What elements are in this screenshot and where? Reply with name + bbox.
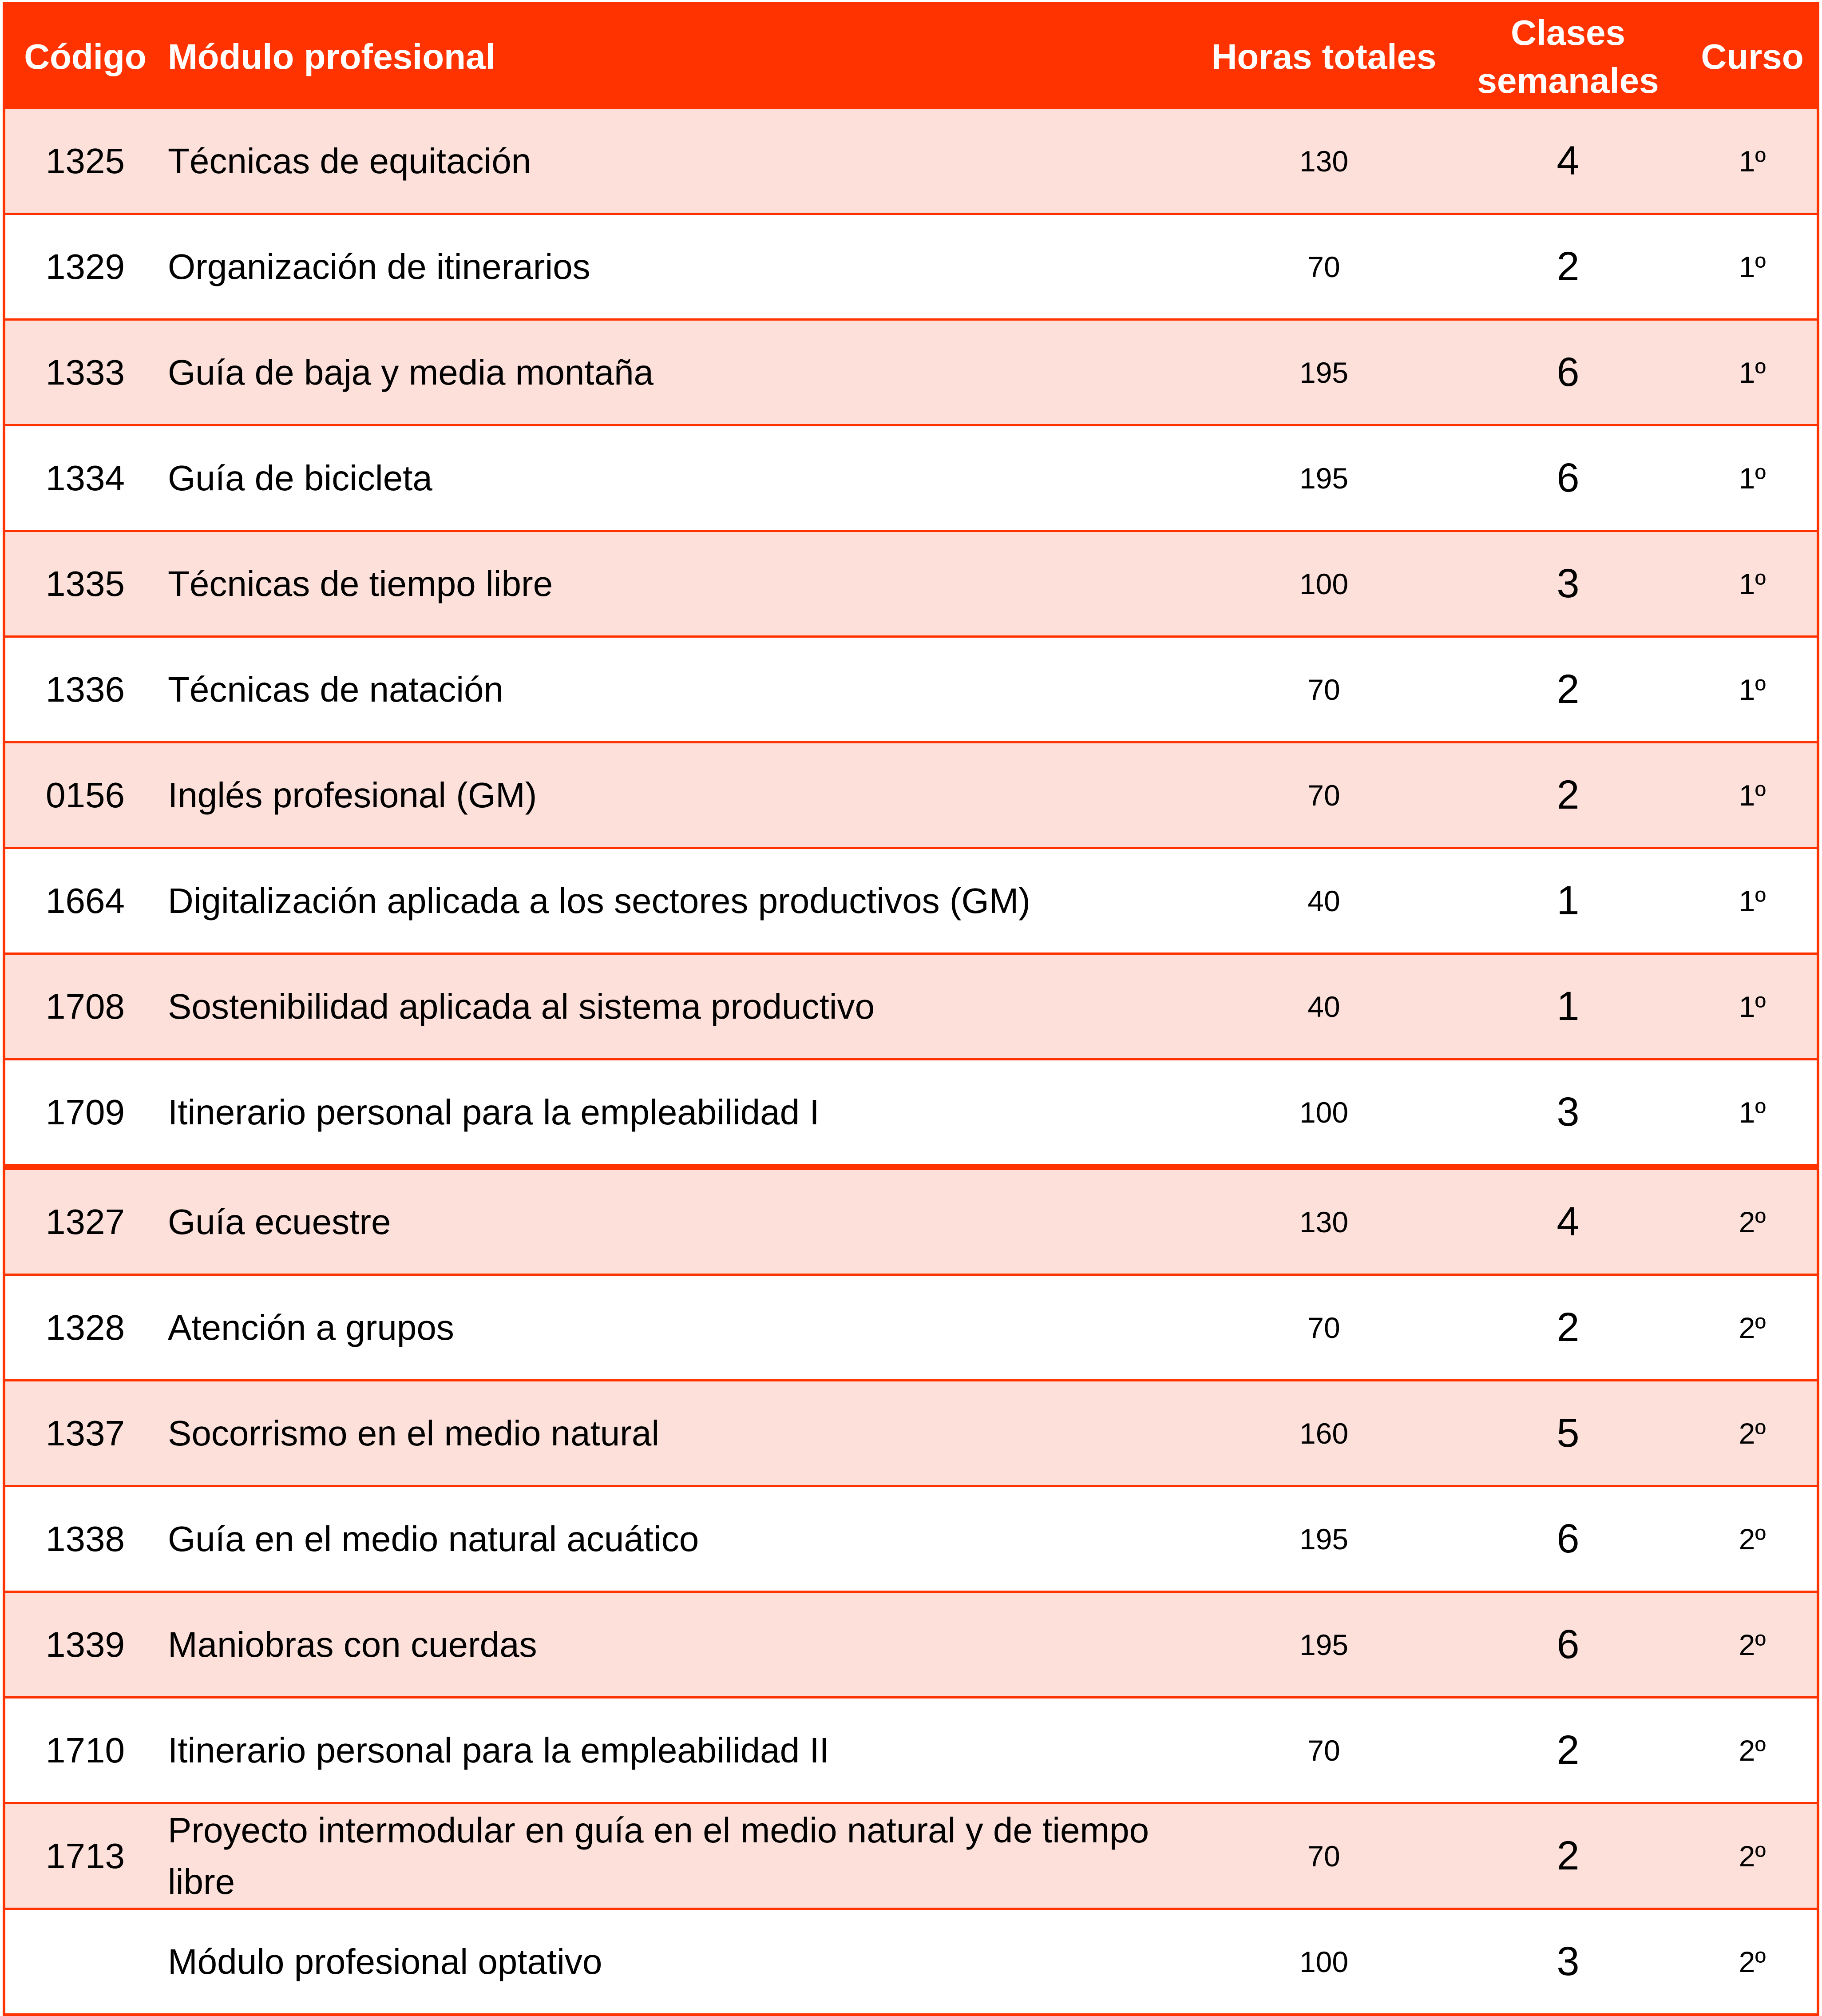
cell-horas: 195 [1299,356,1349,389]
cell-horas: 70 [1307,1311,1340,1344]
cell-clases: 4 [1557,1199,1580,1244]
table-row [5,532,1817,638]
table-header [5,2,1817,109]
table-row [5,955,1817,1060]
cell-modulo: Módulo profesional optativo [168,1941,602,1981]
header-horas: Horas totales [1211,37,1437,76]
cell-curso: 2º [1739,1734,1766,1767]
cell-horas: 195 [1299,1628,1349,1661]
cell-clases: 3 [1557,1939,1580,1984]
cell-clases: 2 [1557,1833,1580,1878]
cell-clases: 6 [1557,1622,1580,1667]
cell-modulo: Inglés profesional (GM) [168,775,537,815]
cell-clases: 1 [1557,984,1580,1029]
cell-clases: 2 [1557,667,1580,712]
cell-curso: 2º [1739,1839,1766,1873]
cell-codigo: 1709 [46,1092,125,1132]
cell-modulo: Guía en el medio natural acuático [168,1519,699,1559]
cell-curso: 1º [1739,673,1766,706]
cell-curso: 1º [1739,567,1766,600]
cell-codigo: 1713 [46,1836,125,1876]
cell-codigo: 1664 [46,881,125,921]
header-codigo: Código [24,37,147,76]
cell-clases: 1 [1557,878,1580,923]
cell-curso: 2º [1739,1417,1766,1450]
cell-curso: 1º [1739,884,1766,917]
cell-modulo: Técnicas de natación [168,669,504,709]
cell-clases: 6 [1557,455,1580,500]
cell-horas: 160 [1299,1417,1349,1450]
cell-codigo: 1333 [46,352,125,392]
table-row [5,849,1817,955]
table-row [5,1276,1817,1381]
cell-modulo: Técnicas de equitación [168,141,531,181]
cell-curso: 2º [1739,1522,1766,1556]
cell-modulo: Guía ecuestre [168,1202,391,1242]
cell-horas: 130 [1299,144,1349,178]
cell-codigo: 1338 [46,1519,125,1559]
cell-horas: 70 [1307,1839,1340,1873]
header-curso: Curso [1701,37,1804,76]
cell-horas: 100 [1299,1095,1349,1129]
cell-horas: 70 [1307,778,1340,812]
cell-horas: 70 [1307,250,1340,283]
cell-clases: 2 [1557,1727,1580,1773]
table-row [5,321,1817,426]
cell-horas: 195 [1299,1522,1349,1556]
cell-codigo: 1327 [46,1202,125,1242]
cell-modulo: Atención a grupos [168,1307,454,1347]
cell-curso: 2º [1739,1945,1766,1978]
cell-codigo: 1336 [46,669,125,709]
cell-codigo: 1328 [46,1307,125,1347]
cell-modulo: Organización de itinerarios [168,246,590,286]
cell-horas: 70 [1307,1734,1340,1767]
cell-modulo: Digitalización aplicada a los sectores productivos (GM) [168,881,1031,921]
cell-codigo: 1710 [46,1730,125,1770]
cell-curso: 1º [1739,1095,1766,1129]
table-row [5,1804,1817,1910]
cell-curso: 1º [1739,778,1766,812]
table-row [5,743,1817,849]
cell-curso: 2º [1739,1311,1766,1344]
header-clases: Clases semanales [1477,13,1659,100]
cell-codigo: 1335 [46,564,125,603]
table-row [5,1060,1817,1170]
cell-curso: 1º [1739,356,1766,389]
cell-modulo: Guía de bicicleta [168,458,432,498]
cell-horas: 40 [1307,990,1340,1023]
cell-curso: 1º [1739,990,1766,1023]
cell-modulo: Técnicas de tiempo libre [168,564,553,603]
cell-horas: 40 [1307,884,1340,917]
cell-modulo: Itinerario personal para la empleabilidad II [168,1730,829,1770]
table-row [5,1170,1817,1276]
cell-codigo: 1337 [46,1413,125,1453]
cell-curso: 1º [1739,461,1766,495]
cell-curso: 1º [1739,144,1766,178]
cell-clases: 4 [1557,138,1580,183]
cell-clases: 3 [1557,1089,1580,1135]
cell-codigo: 1329 [46,246,125,286]
cell-horas: 100 [1299,1945,1349,1978]
cell-horas: 195 [1299,461,1349,495]
cell-clases: 3 [1557,561,1580,606]
cell-clases: 6 [1557,1516,1580,1561]
cell-modulo: Socorrismo en el medio natural [168,1413,660,1453]
cell-clases: 6 [1557,349,1580,395]
table-row [5,638,1817,743]
cell-codigo: 1334 [46,458,125,498]
cell-horas: 130 [1299,1205,1349,1238]
cell-modulo: Itinerario personal para la empleabilidad I [168,1092,820,1132]
cell-codigo: 1708 [46,986,125,1026]
cell-curso: 2º [1739,1628,1766,1661]
cell-modulo: Sostenibilidad aplicada al sistema productivo [168,986,875,1026]
table-row [5,1910,1817,2016]
cell-codigo: 1325 [46,141,125,181]
cell-clases: 5 [1557,1410,1580,1456]
table-row [5,1699,1817,1804]
cell-clases: 2 [1557,772,1580,818]
table-row [5,1593,1817,1699]
cell-curso: 2º [1739,1205,1766,1238]
cell-modulo: Maniobras con cuerdas [168,1624,537,1664]
modules-table [3,2,1819,2016]
table-row [5,1487,1817,1593]
cell-horas: 70 [1307,673,1340,706]
table-row [5,426,1817,532]
table-row [5,215,1817,321]
cell-modulo: Proyecto intermodular en guía en el medio natural y de tiempo libre [168,1810,1149,1901]
cell-clases: 2 [1557,1305,1580,1350]
cell-codigo: 1339 [46,1624,125,1664]
header-modulo: Módulo profesional [168,37,495,76]
cell-curso: 1º [1739,250,1766,283]
cell-codigo: 0156 [46,775,125,815]
cell-horas: 100 [1299,567,1349,600]
table-row [5,1381,1817,1487]
cell-modulo: Guía de baja y media montaña [168,352,654,392]
cell-clases: 2 [1557,244,1580,289]
table-row [5,109,1817,215]
